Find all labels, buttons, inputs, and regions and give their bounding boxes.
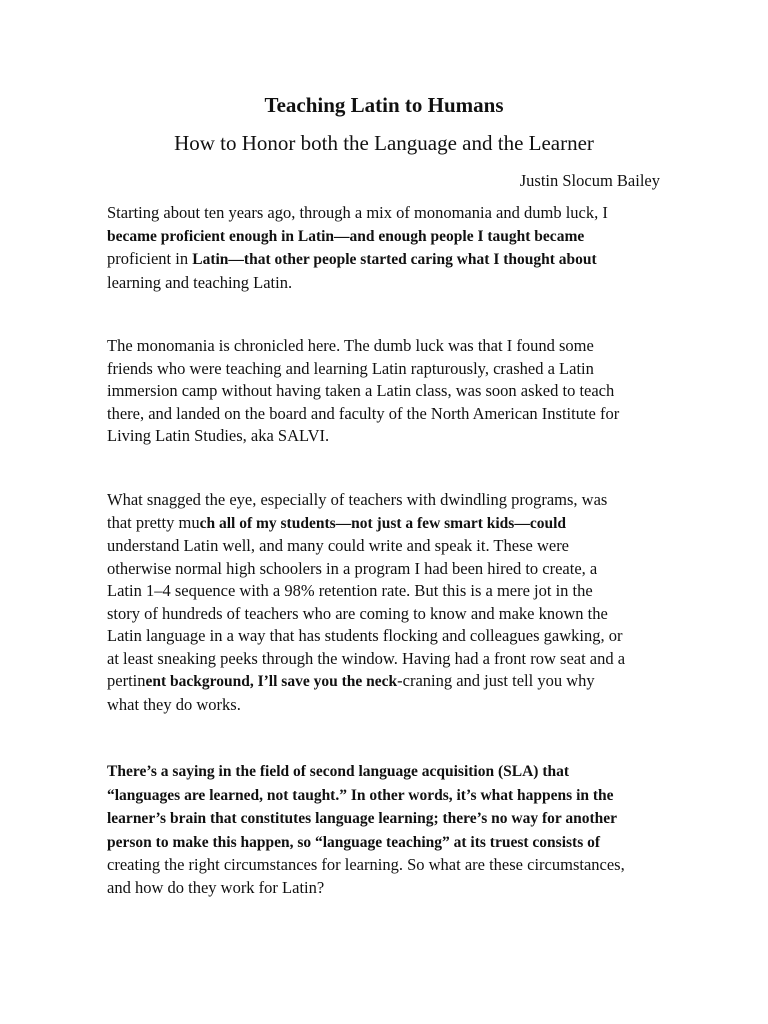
paragraph-2 <box>107 335 667 448</box>
text-run: Latin language in a way that has students flocking and colleagues gawking, or <box>107 626 623 645</box>
text-line <box>107 489 667 512</box>
text-run: story of hundreds of teachers who are coming to know and make known the <box>107 603 608 623</box>
paragraph-4 <box>107 760 667 899</box>
text-run: proficient in <box>107 249 193 268</box>
text-line <box>107 877 667 900</box>
text-run: at least sneaking peeks through the window. Having had a front row seat and a <box>107 648 626 668</box>
text-line <box>107 625 667 648</box>
text-run: what they do works. <box>107 694 241 714</box>
document-title: Teaching Latin to Humans <box>264 93 504 117</box>
text-line <box>107 670 667 694</box>
paragraph-3 <box>107 489 667 716</box>
text-line <box>107 512 667 536</box>
text-run: otherwise normal high schoolers in a program I had been hired to create, a <box>107 558 598 578</box>
text-run: -craning and just tell you why <box>397 671 595 690</box>
text-line <box>107 648 667 671</box>
text-run: understand Latin well, and many could write and speak it. These were <box>107 536 570 555</box>
bold-text-run: became proficient enough in Latin—and enough people I taught became <box>107 227 585 245</box>
text-line <box>107 248 667 272</box>
text-line <box>107 603 667 626</box>
text-line <box>107 272 667 295</box>
text-run: and how do they work for Latin? <box>107 877 325 897</box>
text-line <box>107 558 667 581</box>
text-run: Living Latin Studies, aka SALVI. <box>107 426 330 445</box>
text-line <box>107 403 667 426</box>
text-line <box>107 335 667 358</box>
bold-text-run: person to make this happen, so “language teaching” at its truest consists of <box>107 833 601 851</box>
text-line <box>107 694 667 717</box>
bold-text-run: learner’s brain that constitutes language learning; there’s no way for another <box>107 810 618 827</box>
text-line <box>107 784 667 808</box>
text-run: pertin <box>107 671 146 690</box>
text-run: there, and landed on the board and faculty of the North American Institute for <box>107 403 620 423</box>
text-line <box>107 425 667 448</box>
paragraph-1 <box>107 202 667 294</box>
text-line <box>107 580 667 603</box>
text-run: creating the right circumstances for learning. So what are these circumstances, <box>107 855 625 874</box>
text-run: that pretty mu <box>107 512 200 532</box>
text-run: learning and teaching Latin. <box>107 272 293 292</box>
text-line <box>107 202 667 225</box>
text-run: friends who were teaching and learning Latin rapturously, crashed a Latin <box>107 358 594 378</box>
text-line <box>107 831 667 855</box>
text-line <box>107 854 667 877</box>
bold-text-run: Latin—that other people started caring what I thought about <box>192 251 597 268</box>
document-subtitle: How to Honor both the Language and the Learner <box>174 131 594 155</box>
text-run: Starting about ten years ago, through a mix of monomania and dumb luck, I <box>107 203 608 222</box>
text-run: Latin 1–4 sequence with a 98% retention rate. But this is a mere jot in the <box>107 581 593 600</box>
text-run: immersion camp without having taken a Latin class, was soon asked to teach <box>107 381 615 400</box>
bold-text-run: “languages are learned, not taught.” In other words, it’s what happens in the <box>107 786 614 804</box>
text-line <box>107 358 667 381</box>
text-line <box>107 760 667 784</box>
text-run: What snagged the eye, especially of teachers with dwindling programs, was <box>107 490 608 509</box>
bold-text-run: There’s a saying in the field of second language acquisition (SLA) that <box>107 763 570 780</box>
bold-text-run: ch all of my students—not just a few smart kids—could <box>199 514 567 532</box>
bold-text-run: ent background, I’ll save you the neck <box>145 673 398 690</box>
author-byline: Justin Slocum Bailey <box>519 171 660 190</box>
text-line <box>107 380 667 403</box>
text-run: The monomania is chronicled here. The dumb luck was that I found some <box>107 336 594 355</box>
text-line <box>107 807 667 831</box>
text-line <box>107 225 667 249</box>
text-line <box>107 535 667 558</box>
